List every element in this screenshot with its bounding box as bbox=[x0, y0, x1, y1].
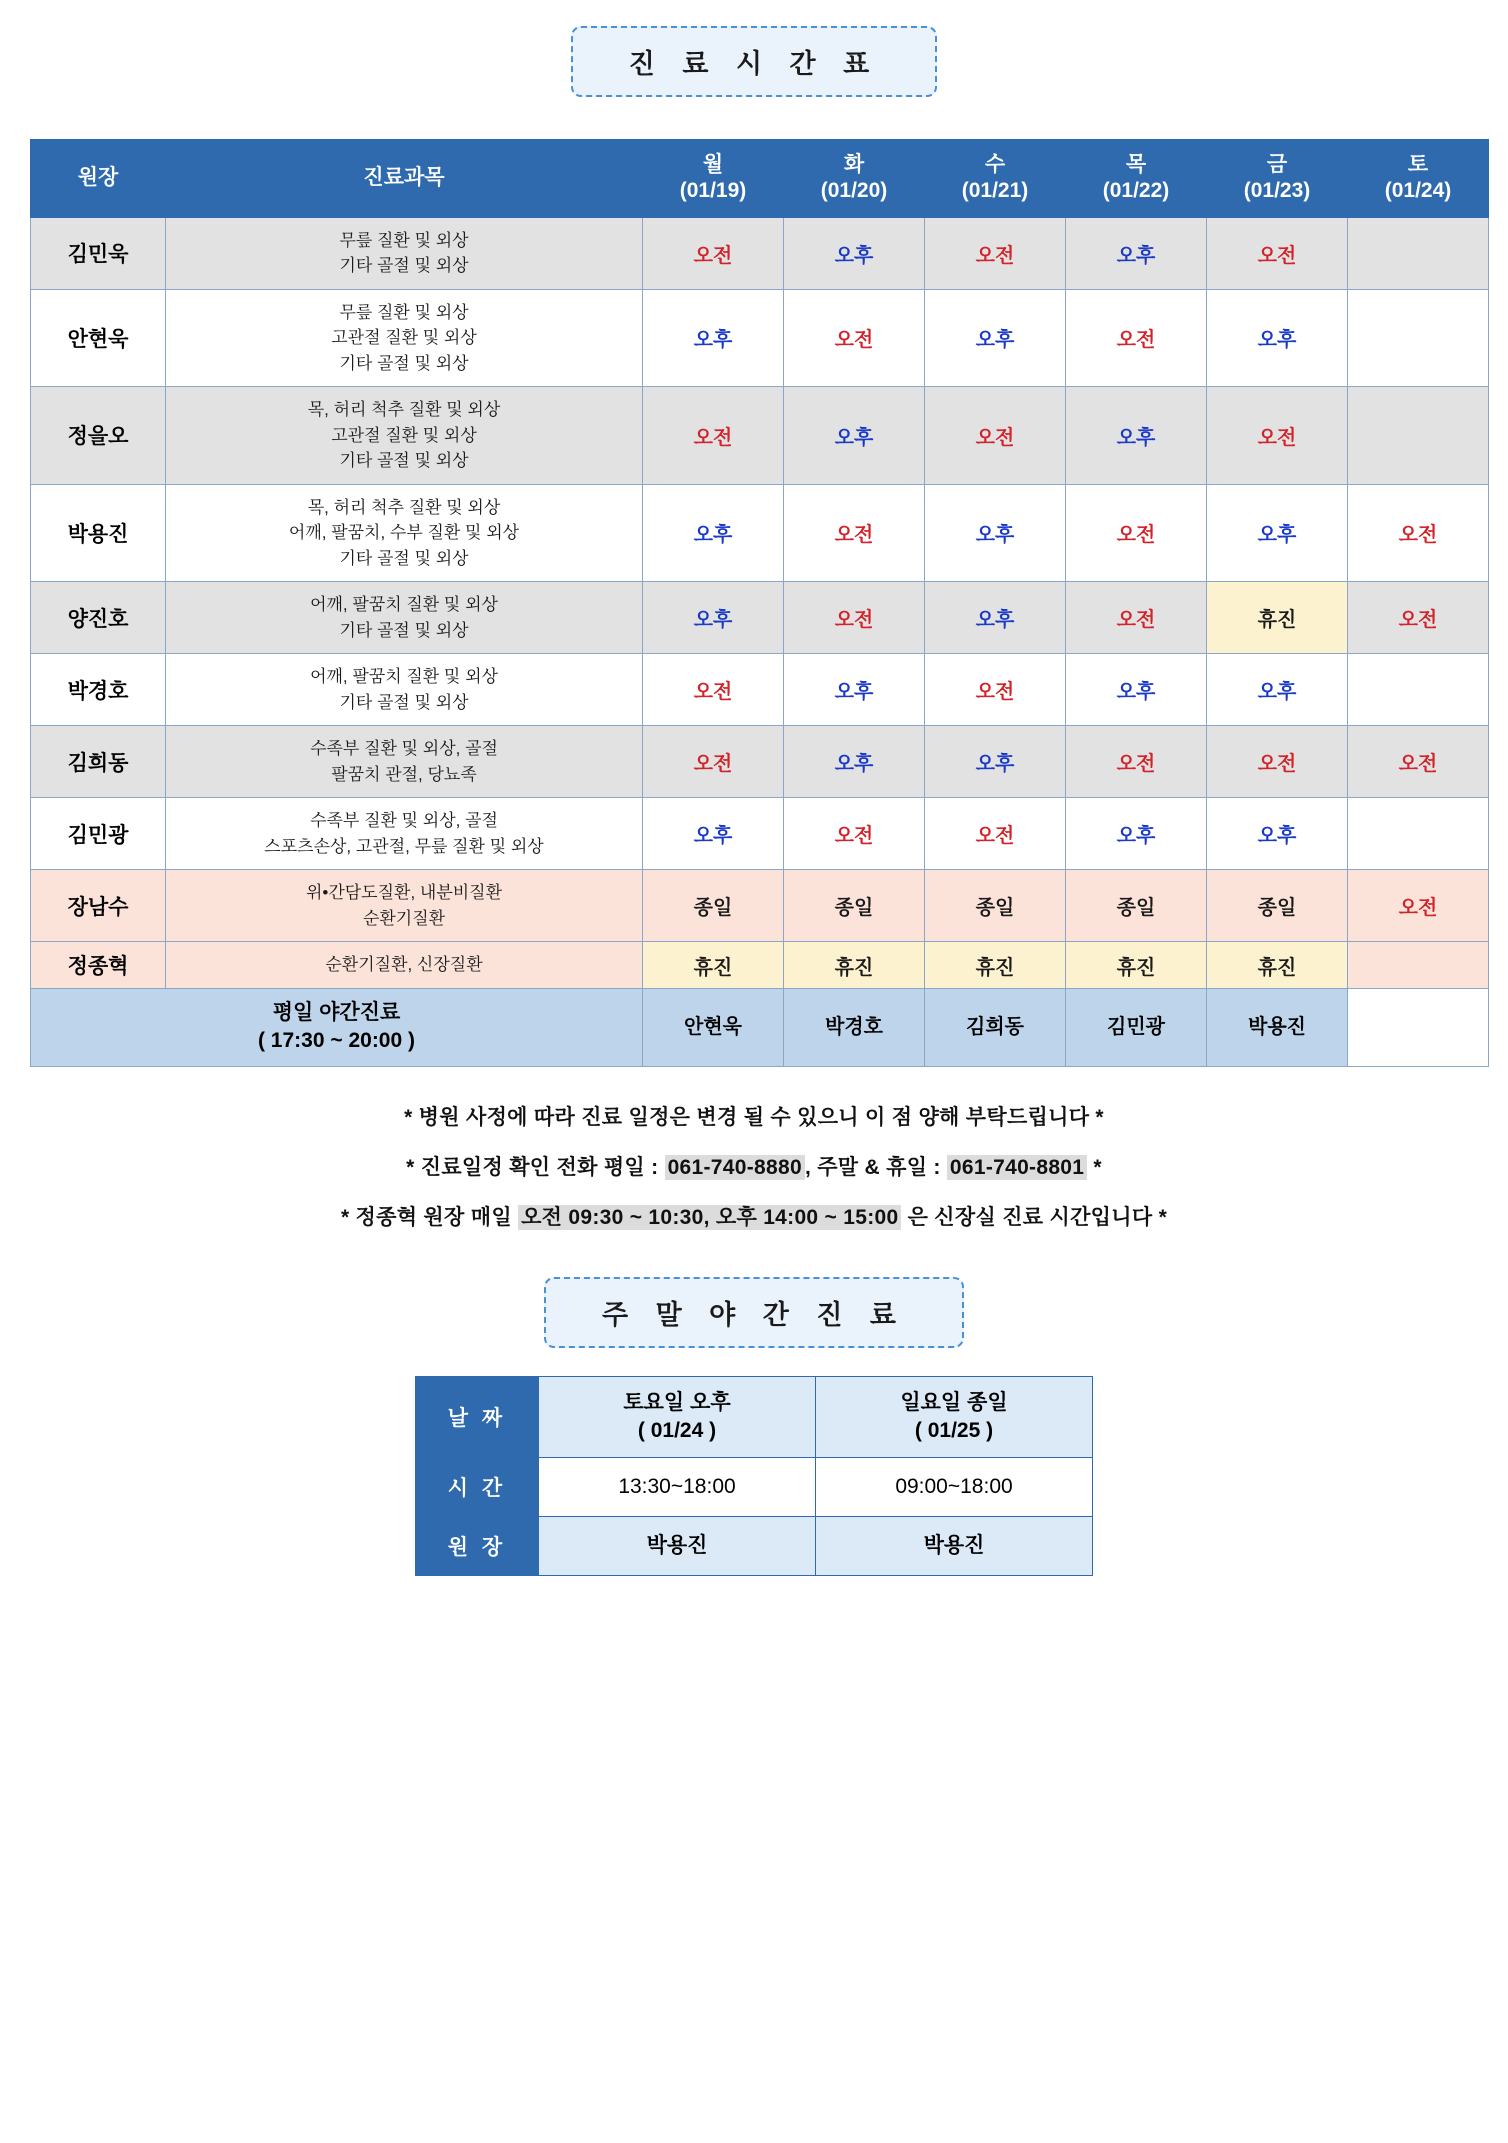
table-header-row bbox=[31, 140, 1489, 218]
schedule-cell: 오전 bbox=[925, 387, 1066, 485]
header-day-thu bbox=[1066, 140, 1207, 218]
schedule-cell bbox=[1348, 654, 1489, 726]
weekend-sunday-header bbox=[816, 1376, 1093, 1458]
phone-weekday: 061-740-8880 bbox=[665, 1155, 805, 1180]
night-clinic-doctor bbox=[1348, 989, 1489, 1067]
header-day-fri-name: 금 bbox=[1266, 153, 1288, 176]
doctor-specialties bbox=[166, 726, 643, 798]
schedule-cell: 오후 bbox=[925, 484, 1066, 582]
page-title: 진 료 시 간 표 bbox=[571, 26, 937, 97]
doctor-specialties bbox=[166, 387, 643, 485]
weekend-saturday-time: 13:30~18:00 bbox=[539, 1458, 816, 1517]
specialty-line: 기타 골절 및 외상 bbox=[339, 548, 469, 568]
schedule-cell: 오전 bbox=[1348, 582, 1489, 654]
dialysis-time: 오전 09:30 ~ 10:30, 오후 14:00 ~ 15:00 bbox=[518, 1205, 901, 1230]
header-day-tue bbox=[784, 140, 925, 218]
header-day-thu-date: (01/22) bbox=[1102, 179, 1170, 203]
specialty-line: 순환기질환, 신장질환 bbox=[325, 955, 483, 975]
doctor-name: 정종혁 bbox=[31, 942, 166, 989]
weekend-title-container bbox=[30, 1277, 1478, 1348]
schedule-cell: 오후 bbox=[1066, 654, 1207, 726]
header-day-wed-name: 수 bbox=[984, 153, 1006, 176]
doctor-specialties bbox=[166, 582, 643, 654]
doctor-name: 김민욱 bbox=[31, 217, 166, 289]
night-clinic-doctor: 박용진 bbox=[1207, 989, 1348, 1067]
schedule-cell: 종일 bbox=[1066, 870, 1207, 942]
table-row bbox=[31, 942, 1489, 989]
table-row bbox=[31, 798, 1489, 870]
note-phone bbox=[30, 1151, 1478, 1181]
table-row bbox=[31, 217, 1489, 289]
schedule-cell bbox=[1348, 289, 1489, 387]
schedule-cell: 오전 bbox=[1348, 726, 1489, 798]
schedule-cell: 오후 bbox=[1066, 798, 1207, 870]
header-doctor: 원장 bbox=[31, 140, 166, 218]
schedule-cell: 오후 bbox=[643, 798, 784, 870]
schedule-cell bbox=[1348, 942, 1489, 989]
weekend-saturday-doctor: 박용진 bbox=[539, 1517, 816, 1576]
weekend-table bbox=[415, 1376, 1093, 1577]
doctor-specialties bbox=[166, 289, 643, 387]
schedule-cell: 오전 bbox=[1066, 582, 1207, 654]
weekend-saturday-header bbox=[539, 1376, 816, 1458]
weekend-saturday-date: ( 01/24 ) bbox=[637, 1419, 717, 1443]
header-day-sat-name: 토 bbox=[1407, 153, 1429, 176]
specialty-line: 스포츠손상, 고관절, 무릎 질환 및 외상 bbox=[264, 836, 544, 856]
weekend-title: 주 말 야 간 진 료 bbox=[544, 1277, 964, 1348]
schedule-cell: 오전 bbox=[1066, 484, 1207, 582]
specialty-line: 어깨, 팔꿈치 질환 및 외상 bbox=[310, 667, 498, 686]
header-day-fri-date: (01/23) bbox=[1243, 179, 1311, 203]
schedule-cell: 오후 bbox=[784, 654, 925, 726]
schedule-cell: 오전 bbox=[643, 726, 784, 798]
night-clinic-title: 평일 야간진료 bbox=[272, 1001, 401, 1024]
schedule-cell: 오후 bbox=[925, 289, 1066, 387]
schedule-cell: 오후 bbox=[1066, 387, 1207, 485]
schedule-cell: 오전 bbox=[1207, 217, 1348, 289]
header-day-wed bbox=[925, 140, 1066, 218]
specialty-line: 어깨, 팔꿈치, 수부 질환 및 외상 bbox=[288, 523, 520, 542]
doctor-name: 안현욱 bbox=[31, 289, 166, 387]
doctor-name: 정을오 bbox=[31, 387, 166, 485]
table-row bbox=[31, 387, 1489, 485]
header-day-thu-name: 목 bbox=[1125, 153, 1147, 176]
header-day-sat-date: (01/24) bbox=[1384, 179, 1452, 203]
table-row bbox=[31, 289, 1489, 387]
weekend-row-date bbox=[416, 1376, 1093, 1458]
doctor-name: 양진호 bbox=[31, 582, 166, 654]
note-dialysis-suffix: 은 신장실 진료 시간입니다 * bbox=[901, 1205, 1168, 1229]
table-row bbox=[31, 870, 1489, 942]
doctor-name: 박용진 bbox=[31, 484, 166, 582]
note-phone-prefix: * 진료일정 확인 전화 평일 : bbox=[406, 1155, 665, 1179]
header-day-fri bbox=[1207, 140, 1348, 218]
schedule-cell: 오후 bbox=[1207, 654, 1348, 726]
weekend-label-time: 시 간 bbox=[416, 1458, 539, 1517]
schedule-cell: 휴진 bbox=[643, 942, 784, 989]
night-clinic-row bbox=[31, 989, 1489, 1067]
main-title-container bbox=[30, 26, 1478, 97]
doctor-specialties bbox=[166, 942, 643, 989]
schedule-cell: 종일 bbox=[643, 870, 784, 942]
header-day-tue-name: 화 bbox=[843, 153, 865, 176]
weekend-label-doctor: 원 장 bbox=[416, 1517, 539, 1576]
schedule-cell: 오후 bbox=[784, 217, 925, 289]
specialty-line: 무릎 질환 및 외상 bbox=[339, 302, 469, 322]
header-day-wed-date: (01/21) bbox=[961, 179, 1029, 203]
header-day-sat bbox=[1348, 140, 1489, 218]
schedule-cell: 휴진 bbox=[1207, 942, 1348, 989]
schedule-cell: 오후 bbox=[643, 484, 784, 582]
weekend-sunday-doctor: 박용진 bbox=[816, 1517, 1093, 1576]
specialty-line: 목, 허리 척추 질환 및 외상 bbox=[307, 400, 501, 419]
specialty-line: 순환기질환 bbox=[362, 908, 446, 928]
specialty-line: 위•간담도질환, 내분비질환 bbox=[305, 883, 503, 902]
specialty-line: 고관절 질환 및 외상 bbox=[331, 425, 477, 445]
doctor-specialties bbox=[166, 654, 643, 726]
schedule-cell: 오전 bbox=[1348, 870, 1489, 942]
specialty-line: 기타 골절 및 외상 bbox=[339, 256, 469, 275]
specialty-line: 무릎 질환 및 외상 bbox=[339, 230, 469, 250]
schedule-cell: 오전 bbox=[643, 217, 784, 289]
schedule-cell: 오전 bbox=[784, 582, 925, 654]
specialty-line: 수족부 질환 및 외상, 골절 bbox=[310, 811, 498, 830]
schedule-cell: 오전 bbox=[925, 654, 1066, 726]
weekend-sunday-date: ( 01/25 ) bbox=[914, 1419, 994, 1443]
note-dialysis-hours bbox=[30, 1201, 1478, 1231]
schedule-cell: 오전 bbox=[1348, 484, 1489, 582]
schedule-cell: 오전 bbox=[784, 798, 925, 870]
schedule-cell: 휴진 bbox=[925, 942, 1066, 989]
specialty-line: 어깨, 팔꿈치 질환 및 외상 bbox=[310, 595, 498, 614]
schedule-cell: 오전 bbox=[1066, 289, 1207, 387]
specialty-line: 수족부 질환 및 외상, 골절 bbox=[310, 739, 498, 758]
note-dialysis-prefix: * 정종혁 원장 매일 bbox=[340, 1205, 519, 1229]
schedule-table bbox=[30, 139, 1489, 1067]
specialty-line: 기타 골절 및 외상 bbox=[339, 353, 469, 373]
schedule-cell: 오후 bbox=[1207, 289, 1348, 387]
table-row bbox=[31, 582, 1489, 654]
schedule-cell: 오후 bbox=[1207, 484, 1348, 582]
schedule-cell: 오후 bbox=[784, 387, 925, 485]
schedule-cell: 종일 bbox=[784, 870, 925, 942]
weekend-sunday-title: 일요일 종일 bbox=[900, 1390, 1008, 1414]
specialty-line: 기타 골절 및 외상 bbox=[339, 451, 469, 470]
schedule-cell: 오후 bbox=[784, 726, 925, 798]
schedule-cell: 종일 bbox=[925, 870, 1066, 942]
schedule-cell: 오전 bbox=[643, 387, 784, 485]
weekend-label-date: 날 짜 bbox=[416, 1376, 539, 1458]
specialty-line: 기타 골절 및 외상 bbox=[339, 692, 469, 712]
schedule-cell: 오후 bbox=[1066, 217, 1207, 289]
night-clinic-doctor: 박경호 bbox=[784, 989, 925, 1067]
header-day-tue-date: (01/20) bbox=[820, 179, 888, 203]
specialty-line: 고관절 질환 및 외상 bbox=[331, 328, 477, 347]
schedule-cell: 휴진 bbox=[1207, 582, 1348, 654]
schedule-cell bbox=[1348, 387, 1489, 485]
doctor-name: 박경호 bbox=[31, 654, 166, 726]
specialty-line: 팔꿈치 관절, 당뇨족 bbox=[331, 764, 477, 784]
schedule-cell: 오전 bbox=[1066, 726, 1207, 798]
table-row bbox=[31, 654, 1489, 726]
schedule-cell bbox=[1348, 798, 1489, 870]
schedule-cell: 오후 bbox=[925, 726, 1066, 798]
header-day-mon-name: 월 bbox=[702, 153, 724, 176]
schedule-cell: 종일 bbox=[1207, 870, 1348, 942]
specialty-line: 기타 골절 및 외상 bbox=[339, 620, 469, 640]
schedule-cell: 오후 bbox=[1207, 798, 1348, 870]
night-clinic-doctor: 김민광 bbox=[1066, 989, 1207, 1067]
doctor-name: 김희동 bbox=[31, 726, 166, 798]
doctor-specialties bbox=[166, 870, 643, 942]
night-clinic-hours: ( 17:30 ~ 20:00 ) bbox=[257, 1029, 415, 1053]
weekend-saturday-title: 토요일 오후 bbox=[623, 1390, 731, 1414]
night-clinic-label bbox=[31, 989, 643, 1067]
weekend-row-time bbox=[416, 1458, 1093, 1517]
phone-weekend: 061-740-8801 bbox=[947, 1155, 1087, 1180]
header-day-mon-date: (01/19) bbox=[679, 179, 747, 203]
night-clinic-doctor: 김희동 bbox=[925, 989, 1066, 1067]
header-day-mon bbox=[643, 140, 784, 218]
doctor-specialties bbox=[166, 798, 643, 870]
notes-section bbox=[30, 1101, 1478, 1231]
doctor-specialties bbox=[166, 217, 643, 289]
schedule-cell: 오후 bbox=[925, 582, 1066, 654]
night-clinic-doctor: 안현욱 bbox=[643, 989, 784, 1067]
note-schedule-change: * 병원 사정에 따라 진료 일정은 변경 될 수 있으니 이 점 양해 부탁드립니다 * bbox=[404, 1105, 1104, 1129]
schedule-cell: 오전 bbox=[925, 798, 1066, 870]
doctor-name: 장남수 bbox=[31, 870, 166, 942]
schedule-cell: 오전 bbox=[784, 289, 925, 387]
schedule-cell: 오후 bbox=[643, 289, 784, 387]
schedule-cell: 휴진 bbox=[784, 942, 925, 989]
doctor-name: 김민광 bbox=[31, 798, 166, 870]
doctor-specialties bbox=[166, 484, 643, 582]
schedule-cell: 오후 bbox=[643, 582, 784, 654]
header-subject: 진료과목 bbox=[166, 140, 643, 218]
table-row bbox=[31, 484, 1489, 582]
schedule-cell: 오전 bbox=[925, 217, 1066, 289]
schedule-cell: 휴진 bbox=[1066, 942, 1207, 989]
schedule-cell: 오전 bbox=[784, 484, 925, 582]
note-phone-mid: , 주말 & 휴일 : bbox=[804, 1155, 947, 1179]
specialty-line: 목, 허리 척추 질환 및 외상 bbox=[307, 497, 501, 517]
table-row bbox=[31, 726, 1489, 798]
schedule-cell bbox=[1348, 217, 1489, 289]
weekend-sunday-time: 09:00~18:00 bbox=[816, 1458, 1093, 1517]
weekend-row-doctor bbox=[416, 1517, 1093, 1576]
schedule-cell: 오전 bbox=[1207, 726, 1348, 798]
note-phone-suffix: * bbox=[1087, 1155, 1102, 1179]
schedule-cell: 오전 bbox=[643, 654, 784, 726]
schedule-cell: 오전 bbox=[1207, 387, 1348, 485]
